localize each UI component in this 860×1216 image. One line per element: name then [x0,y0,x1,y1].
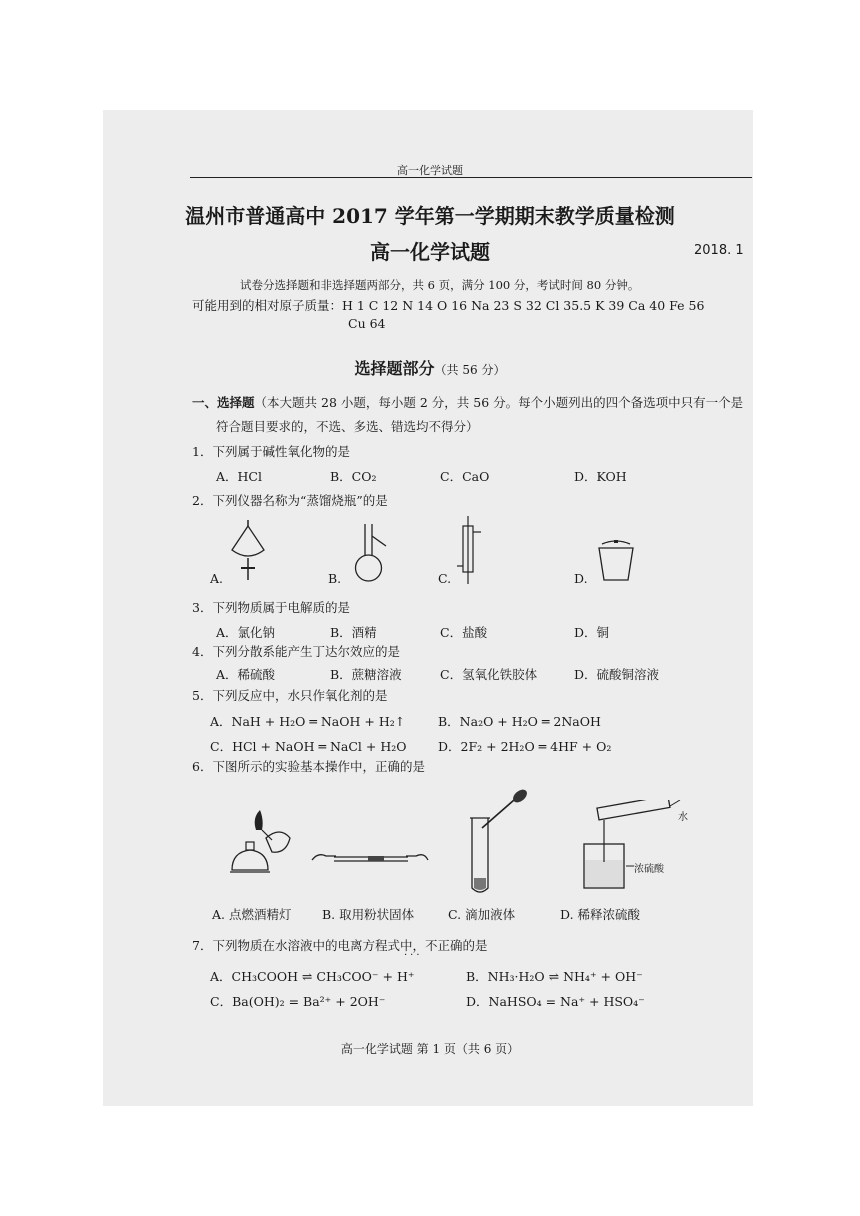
q6-stem: 6．下图所示的实验基本操作中，正确的是 [192,759,425,774]
q6-option-c: C. 滴加液体 [448,907,516,922]
q6-option-b: B. 取用粉状固体 [322,907,415,922]
q4-stem: 4．下列分散系能产生丁达尔效应的是 [192,644,400,659]
q4-option-d: D．硫酸铜溶液 [574,667,660,682]
q3-option-d: D．铜 [574,625,610,640]
q2-option-a: A. [210,571,224,586]
q1-option-b: B．CO₂ [330,469,377,484]
powder-transfer-icon [310,842,430,872]
part-instructions-1: （本大题共 28 小题，每小题 2 分，共 56 分。每个小题列出的四个备选项中只有一个是 [254,395,744,410]
q5-option-d: D．2F₂ + 2H₂O ═ 4HF + O₂ [438,739,612,754]
q5-option-a: A．NaH + H₂O ═ NaOH + H₂↑ [210,714,406,729]
exam-title: 温州市普通高中 2017 学年第一学期期末教学质量检测 [185,204,675,228]
emphasis-dots: ··· [404,950,423,961]
q1-option-a: A．HCl [216,469,262,484]
q2-stem: 2．下列仪器名称为“蒸馏烧瓶”的是 [192,493,388,508]
section-title: 选择题部分 [354,359,435,378]
q3-stem: 3．下列物质属于电解质的是 [192,600,350,615]
distillation-flask-icon [350,522,390,584]
q1-option-c: C．CaO [440,469,490,484]
exam-intro: 试卷分选择题和非选择题两部分，共 6 页，满分 100 分，考试时间 80 分钟。 [240,278,640,292]
q3-option-a: A．氯化钠 [216,625,276,640]
header-rule [190,177,752,178]
q2-option-b: B. [328,571,342,586]
crucible-icon [596,540,636,584]
q7-option-a: A．CH₃COOH ⇌ CH₃COO⁻ + H⁺ [210,969,415,984]
condenser-icon [455,514,485,586]
q5-stem: 5．下列反应中，水只作氧化剂的是 [192,688,388,703]
part-instructions [192,393,743,411]
atomic-masses-line1: 可能用到的相对原子质量：H 1 C 12 N 14 O 16 Na 23 S 32 Cl 35.5 K 39 Ca 40 Fe 56 [192,298,705,313]
part-heading: 一、选择题 [192,395,255,410]
q4-option-c: C．氢氧化铁胶体 [440,667,538,682]
section-heading [0,356,860,379]
alcohol-lamp-lighting-icon [226,800,298,882]
exam-subtitle: 高一化学试题 [370,240,490,264]
exam-date: 2018. 1 [694,243,744,258]
q7-option-c: C．Ba(OH)₂ = Ba²⁺ + 2OH⁻ [210,994,386,1009]
q2-option-d: D. [574,571,588,586]
q6-label-water: 水 [678,812,688,823]
atomic-masses-line2: Cu 64 [348,316,386,331]
dropper-test-tube-icon [466,788,536,896]
acid-dilution-icon [578,800,688,892]
section-score: （共 56 分） [434,363,506,377]
q1-option-d: D．KOH [574,469,627,484]
q4-option-a: A．稀硫酸 [216,667,276,682]
q5-option-b: B．Na₂O + H₂O ═ 2NaOH [438,714,601,729]
part-instructions-2: 符合题目要求的，不选、多选、错选均不得分） [216,419,479,434]
q4-option-b: B．蔗糖溶液 [330,667,402,682]
q6-label-acid: 浓硫酸 [634,864,664,875]
q7-stem: 7．下列物质在水溶液中的电离方程式中，不正确的是 [192,938,488,953]
q6-option-d: D. 稀释浓硫酸 [560,907,641,922]
q6-option-a: A. 点燃酒精灯 [212,907,292,922]
q7-option-d: D．NaHSO₄ = Na⁺ + HSO₄⁻ [466,994,645,1009]
q1-stem: 1．下列属于碱性氧化物的是 [192,444,350,459]
separatory-funnel-icon [228,518,268,584]
q3-option-c: C．盐酸 [440,625,488,640]
q3-option-b: B．酒精 [330,625,377,640]
page-footer: 高一化学试题 第 1 页（共 6 页） [340,1042,520,1056]
running-header: 高一化学试题 [397,164,463,177]
q5-option-c: C．HCl + NaOH ═ NaCl + H₂O [210,739,407,754]
q2-option-c: C. [438,571,452,586]
q7-option-b: B．NH₃·H₂O ⇌ NH₄⁺ + OH⁻ [466,969,643,984]
